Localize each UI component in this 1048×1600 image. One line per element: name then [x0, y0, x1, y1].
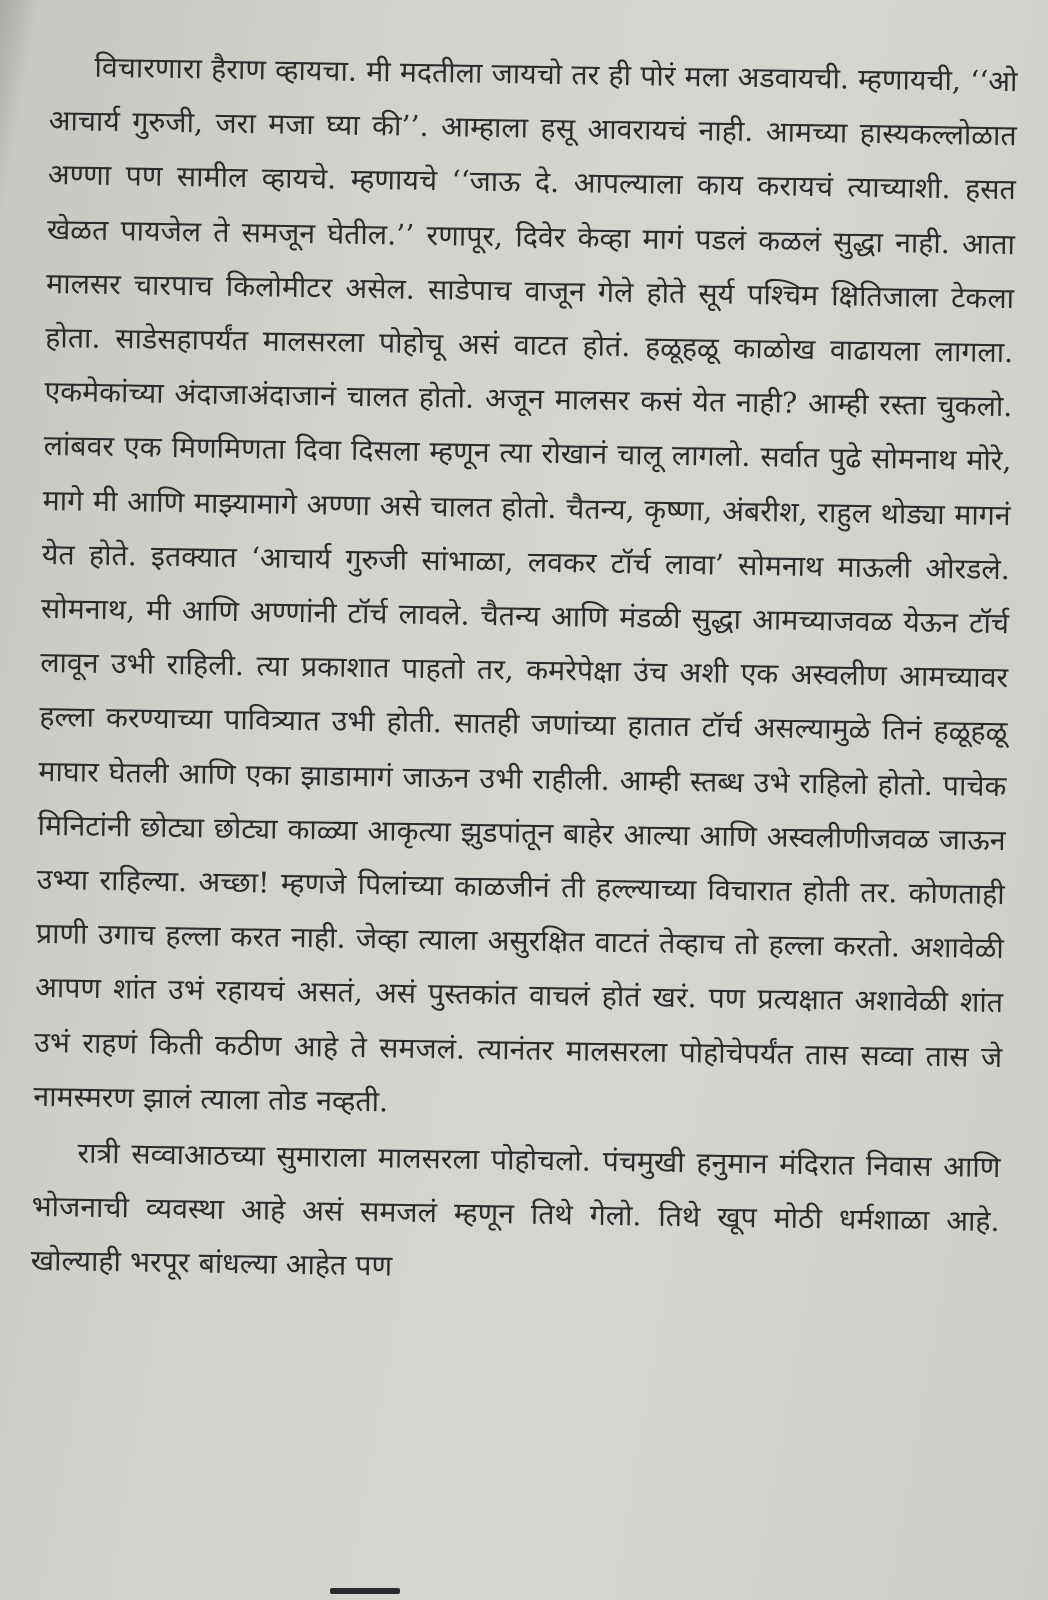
page-bottom-mark: [330, 1588, 400, 1594]
page-text: [30, 40, 1017, 1304]
paragraph-2: रात्री सव्वाआठच्या सुमाराला मालसरला पोहोचलो. पंचमुखी हनुमान मंदिरात निवास आणि भोजनाची व्यवस्था आहे असं समजलं म्हणून तिथे गेलो. तिथे खूप मोठी धर्मशाळा आहे. खोल्याही भरपूर बांधल्या आहेत पण: [30, 1136, 1001, 1283]
paragraph-1: विचारणारा हैराण व्हायचा. मी मदतीला जायचो तर ही पोरं मला अडवायची. म्हणायची, ‘‘ओ आचार्य गुरुजी, जरा मजा घ्या की’’. आम्हाला हसू आवरायचं नाही. आमच्या हास्यकल्लोळात अण्णा पण सामील व्हायचे. म्हणायचे ‘‘जाऊ दे. आपल्याला काय करायचं त्याच्याशी. हसत खेळत पायजेल ते समजून घेतील.’’ रणापूर, दिवेर केव्हा मागं पडलं कळलं सुद्धा नाही. आता मालसर चारपाच किलोमीटर असेल. साडेपाच वाजून गेले होते सूर्य पश्चिम क्षितिजाला टेकला होता. साडेसहापर्यंत मालसरला पोहोचू असं वाटत होतं. हळूहळू काळोख वाढायला लागला. एकमेकांच्या अंदाजाअंदाजानं चालत होतो. अजून मालसर कसं येत नाही? आम्ही रस्ता चुकलो. लांबवर एक मिणमिणता दिवा दिसला म्हणून त्या रोखानं चालू लागलो. सर्वात पुढे सोमनाथ मोरे, मागे मी आणि माझ्यामागे अण्णा असे चालत होतो. चैतन्य, कृष्णा, अंबरीश, राहुल थोड्या मागनं येत होते. इतक्यात ‘आचार्य गुरुजी सांभाळा, लवकर टॉर्च लावा’ सोमनाथ माऊली ओरडले. सोमनाथ, मी आणि अण्णांनी टॉर्च लावले. चैतन्य आणि मंडळी सुद्धा आमच्याजवळ येऊन टॉर्च लावून उभी राहिली. त्या प्रकाशात पाहतो तर, कमरेपेक्षा उंच अशी एक अस्वलीण आमच्यावर हल्ला करण्याच्या पावित्र्यात उभी होती. सातही जणांच्या हातात टॉर्च असल्यामुळे तिनं हळूहळू माघार घेतली आणि एका झाडामागं जाऊन उभी राहीली. आम्ही स्तब्ध उभे राहिलो होतो. पाचेक मिनिटांनी छोट्या छोट्या काळ्या आकृत्या झुडपांतून बाहेर आल्या आणि अस्वलीणीजवळ जाऊन उभ्या राहिल्या. अच्छा! म्हणजे पिलांच्या काळजीनं ती हल्ल्याच्या विचारात होती तर. कोणताही प्राणी उगाच हल्ला करत नाही. जेव्हा त्याला असुरक्षित वाटतं तेव्हाच तो हल्ला करतो. अशावेळी आपण शांत उभं रहायचं असतं, असं पुस्तकांत वाचलं होतं खरं. पण प्रत्यक्षात अशावेळी शांत उभं राहणं किती कठीण आहे ते समजलं. त्यानंतर मालसरला पोहोचेपर्यंत तास सव्वा तास जे नामस्मरण झालं त्याला तोड नव्हती.: [33, 50, 1018, 1119]
